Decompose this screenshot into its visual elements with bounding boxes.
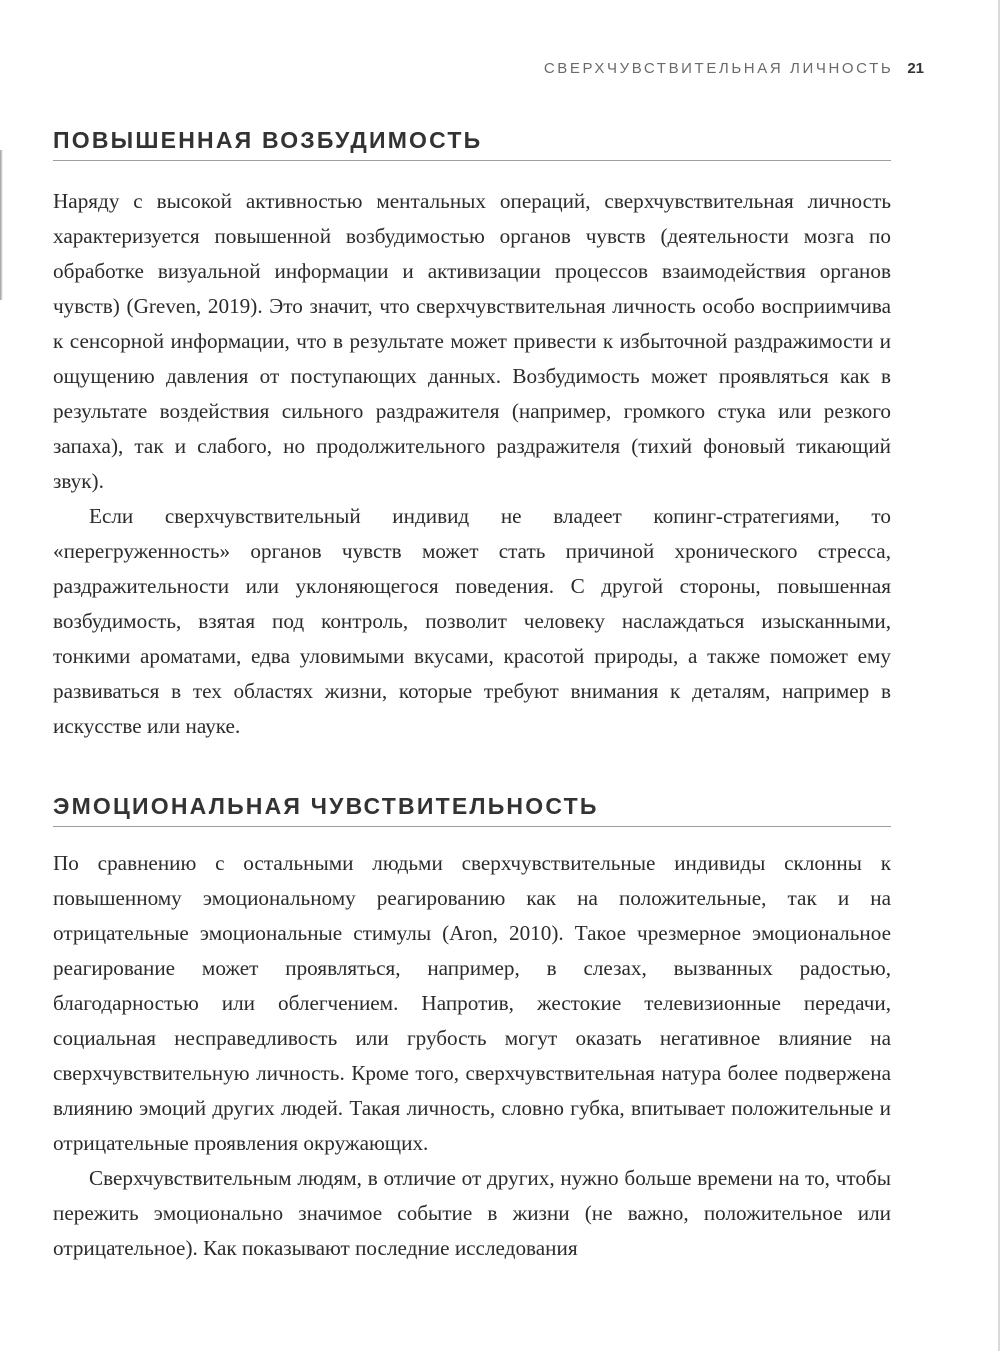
paragraph: Сверхчувствительным людям, в отличие от других, нужно больше времени на то, чтобы пережить эмоционально значимое событие в жизни (не важно, положительное или отрицательное). Как показывают последние исследования: [53, 1166, 891, 1260]
paragraph: По сравнению с остальными людьми сверхчувствительные индивиды склонны к повышенному эмоциональному реагированию как на положительные, так и на отрицательные эмоциональные стимулы (Aron, 2010). Такое чрезмерное эмоциональное реагирование может проявляться, например, в слезах, вызванных радостью, благодарностью или облегчением. Напротив, жестокие телевизионные передачи, социальная несправедливость или грубость могут оказать негативное влияние на сверхчувствительную личность. Кроме того, сверхчувствительная натура более подвержена влиянию эмоций других людей. Такая личность, словно губка, впитывает положительные и отрицательные проявления окружающих.: [53, 851, 891, 1155]
section-heading: ЭМОЦИОНАЛЬНАЯ ЧУВСТВИТЕЛЬНОСТЬ: [53, 792, 891, 827]
paragraph: Наряду с высокой активностью ментальных операций, сверхчувствительная личность характеризуется повышенной возбудимостью органов чувств (деятельности мозга по обработке визуальной информации и активизации процессов взаимодействия органов чувств) (Greven, 2019). Это значит, что сверхчувствительная личность особо восприимчива к сенсорной информации, что в результате может привести к избыточной раздражимости и ощущению давления от поступающих данных. Возбудимость может проявляться как в результате воздействия сильного раздражителя (например, громкого стука или резкого запаха), так и слабого, но продолжительного раздражителя (тихий фоновый тикающий звук).: [53, 189, 891, 493]
section-emotional-sensitivity: [53, 792, 891, 1266]
running-title: СВЕРХЧУВСТВИТЕЛЬНАЯ ЛИЧНОСТЬ: [543, 60, 894, 77]
page-spine-shadow: [0, 150, 3, 300]
section-heightened-excitability: [53, 126, 891, 744]
running-header: [544, 60, 924, 77]
paragraph: Если сверхчувствительный индивид не владеет копинг-стратегиями, то «перегруженность» органов чувств может стать причиной хронического стресса, раздражительности или уклоняющегося поведения. С другой стороны, повышенная возбудимость, взятая под контроль, позволит человеку наслаждаться изысканными, тонкими ароматами, едва уловимыми вкусами, красотой природы, а также поможет ему развиваться в тех областях жизни, которые требуют внимания к деталям, например в искусстве или науке.: [53, 504, 891, 738]
section-heading: ПОВЫШЕННАЯ ВОЗБУДИМОСТЬ: [53, 126, 891, 161]
page-number: 21: [907, 60, 924, 77]
